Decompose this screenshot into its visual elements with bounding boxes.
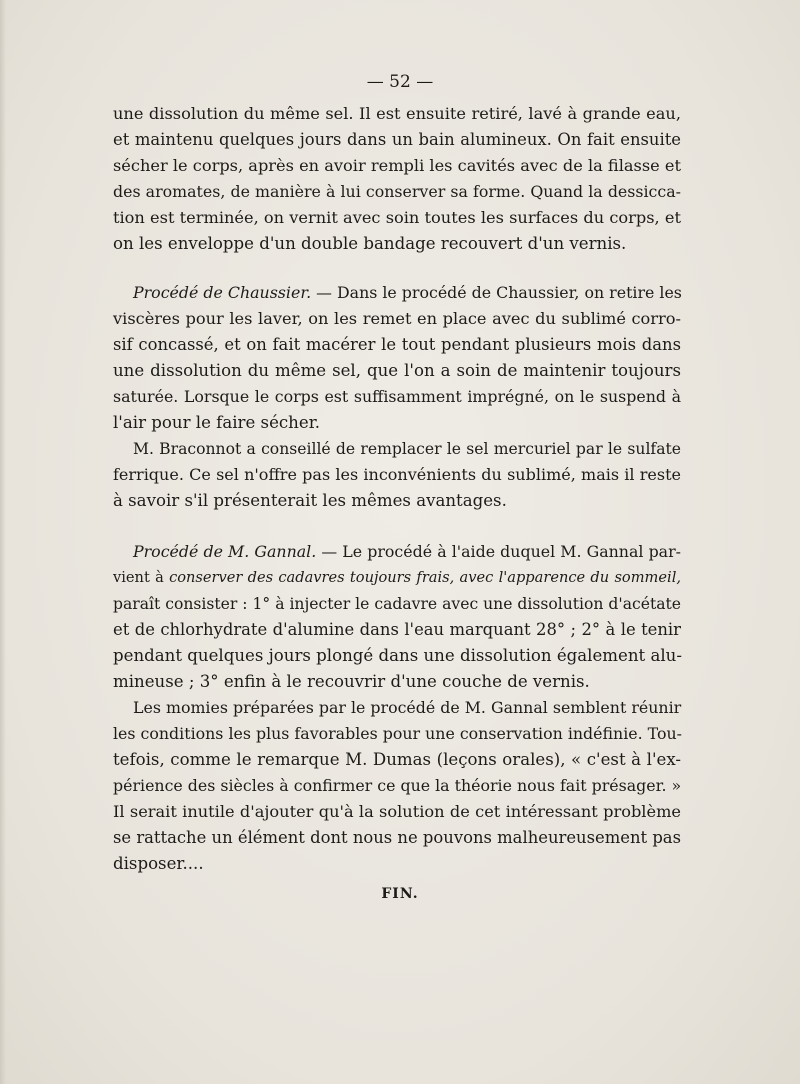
text-line: et de chlorhydrate d'alumine dans l'eau marquant 28° ; 2° à le tenir xyxy=(113,620,681,639)
text-line: Il serait inutile d'ajouter qu'à la solution de cet intéressant problème xyxy=(113,802,681,821)
text-line: sécher le corps, après en avoir rempli les cavités avec de la filasse et xyxy=(113,156,681,175)
text-line: Les momies préparées par le procédé de M. Gannal semblent réunir xyxy=(133,698,682,717)
text-line: on les enveloppe d'un double bandage recouvert d'un vernis. xyxy=(113,234,627,253)
text-line: pendant quelques jours plongé dans une dissolution également alu- xyxy=(113,646,682,665)
text-line: mineuse ; 3° enfin à le recouvrir d'une couche de vernis. xyxy=(113,672,590,691)
text-line xyxy=(113,565,681,591)
body-text xyxy=(113,101,681,901)
text-line: tion est terminée, on vernit avec soin toutes les surfaces du corps, et xyxy=(113,208,681,227)
text-line: tefois, comme le remarque M. Dumas (leçons orales), « c'est à l'ex- xyxy=(113,750,681,769)
text-line: l'air pour le faire sécher. xyxy=(113,413,321,432)
section-heading-line xyxy=(133,539,681,565)
end-marker: FIN. xyxy=(381,886,419,902)
text-line: les conditions les plus favorables pour une conservation indéfinie. Tou- xyxy=(113,724,682,743)
text-line: des aromates, de manière à lui conserver sa forme. Quand la dessicca- xyxy=(113,182,681,201)
text-line: et maintenu quelques jours dans un bain alumineux. On fait ensuite xyxy=(113,130,681,149)
section-heading-line xyxy=(133,280,681,306)
text-line: disposer.... xyxy=(113,854,204,873)
text-run: vient à xyxy=(113,569,170,586)
section-heading-gannal: Procédé de M. Gannal. xyxy=(133,542,317,561)
text-line: M. Braconnot a conseillé de remplacer le sel mercuriel par le sulfate xyxy=(133,440,681,458)
emphasis-text: conserver des cadavres toujours frais, avec l'apparence du sommeil, xyxy=(169,569,682,586)
text-line: saturée. Lorsque le corps est suffisamment imprégné, on le suspend à xyxy=(113,387,681,406)
section-heading-chaussier: Procédé de Chaussier. xyxy=(133,283,312,302)
text-line: ferrique. Ce sel n'offre pas les inconvénients du sublimé, mais il reste xyxy=(113,465,681,484)
text-line: se rattache un élément dont nous ne pouvons malheureusement pas xyxy=(113,828,681,847)
text-line: une dissolution du même sel. Il est ensuite retiré, lavé à grande eau, xyxy=(113,104,681,123)
page-edge-shadow xyxy=(0,0,6,1084)
text-line: périence des siècles à confirmer ce que la théorie nous fait présager. » xyxy=(113,776,682,795)
text-run: — Dans le procédé de Chaussier, on retire les xyxy=(311,283,682,302)
page-number: — 52 — xyxy=(366,72,434,92)
text-run: — Le procédé à l'aide duquel M. Gannal par- xyxy=(316,542,681,561)
text-line: viscères pour les laver, on les remet en place avec du sublimé corro- xyxy=(113,309,681,328)
text-line: à savoir s'il présenterait les mêmes avantages. xyxy=(113,491,507,510)
text-line: une dissolution du même sel, que l'on a soin de maintenir toujours xyxy=(113,361,681,380)
text-line: paraît consister : 1° à injecter le cadavre avec une dissolution d'acétate xyxy=(113,595,682,613)
text-line: sif concassé, et on fait macérer le tout pendant plusieurs mois dans xyxy=(113,335,681,354)
